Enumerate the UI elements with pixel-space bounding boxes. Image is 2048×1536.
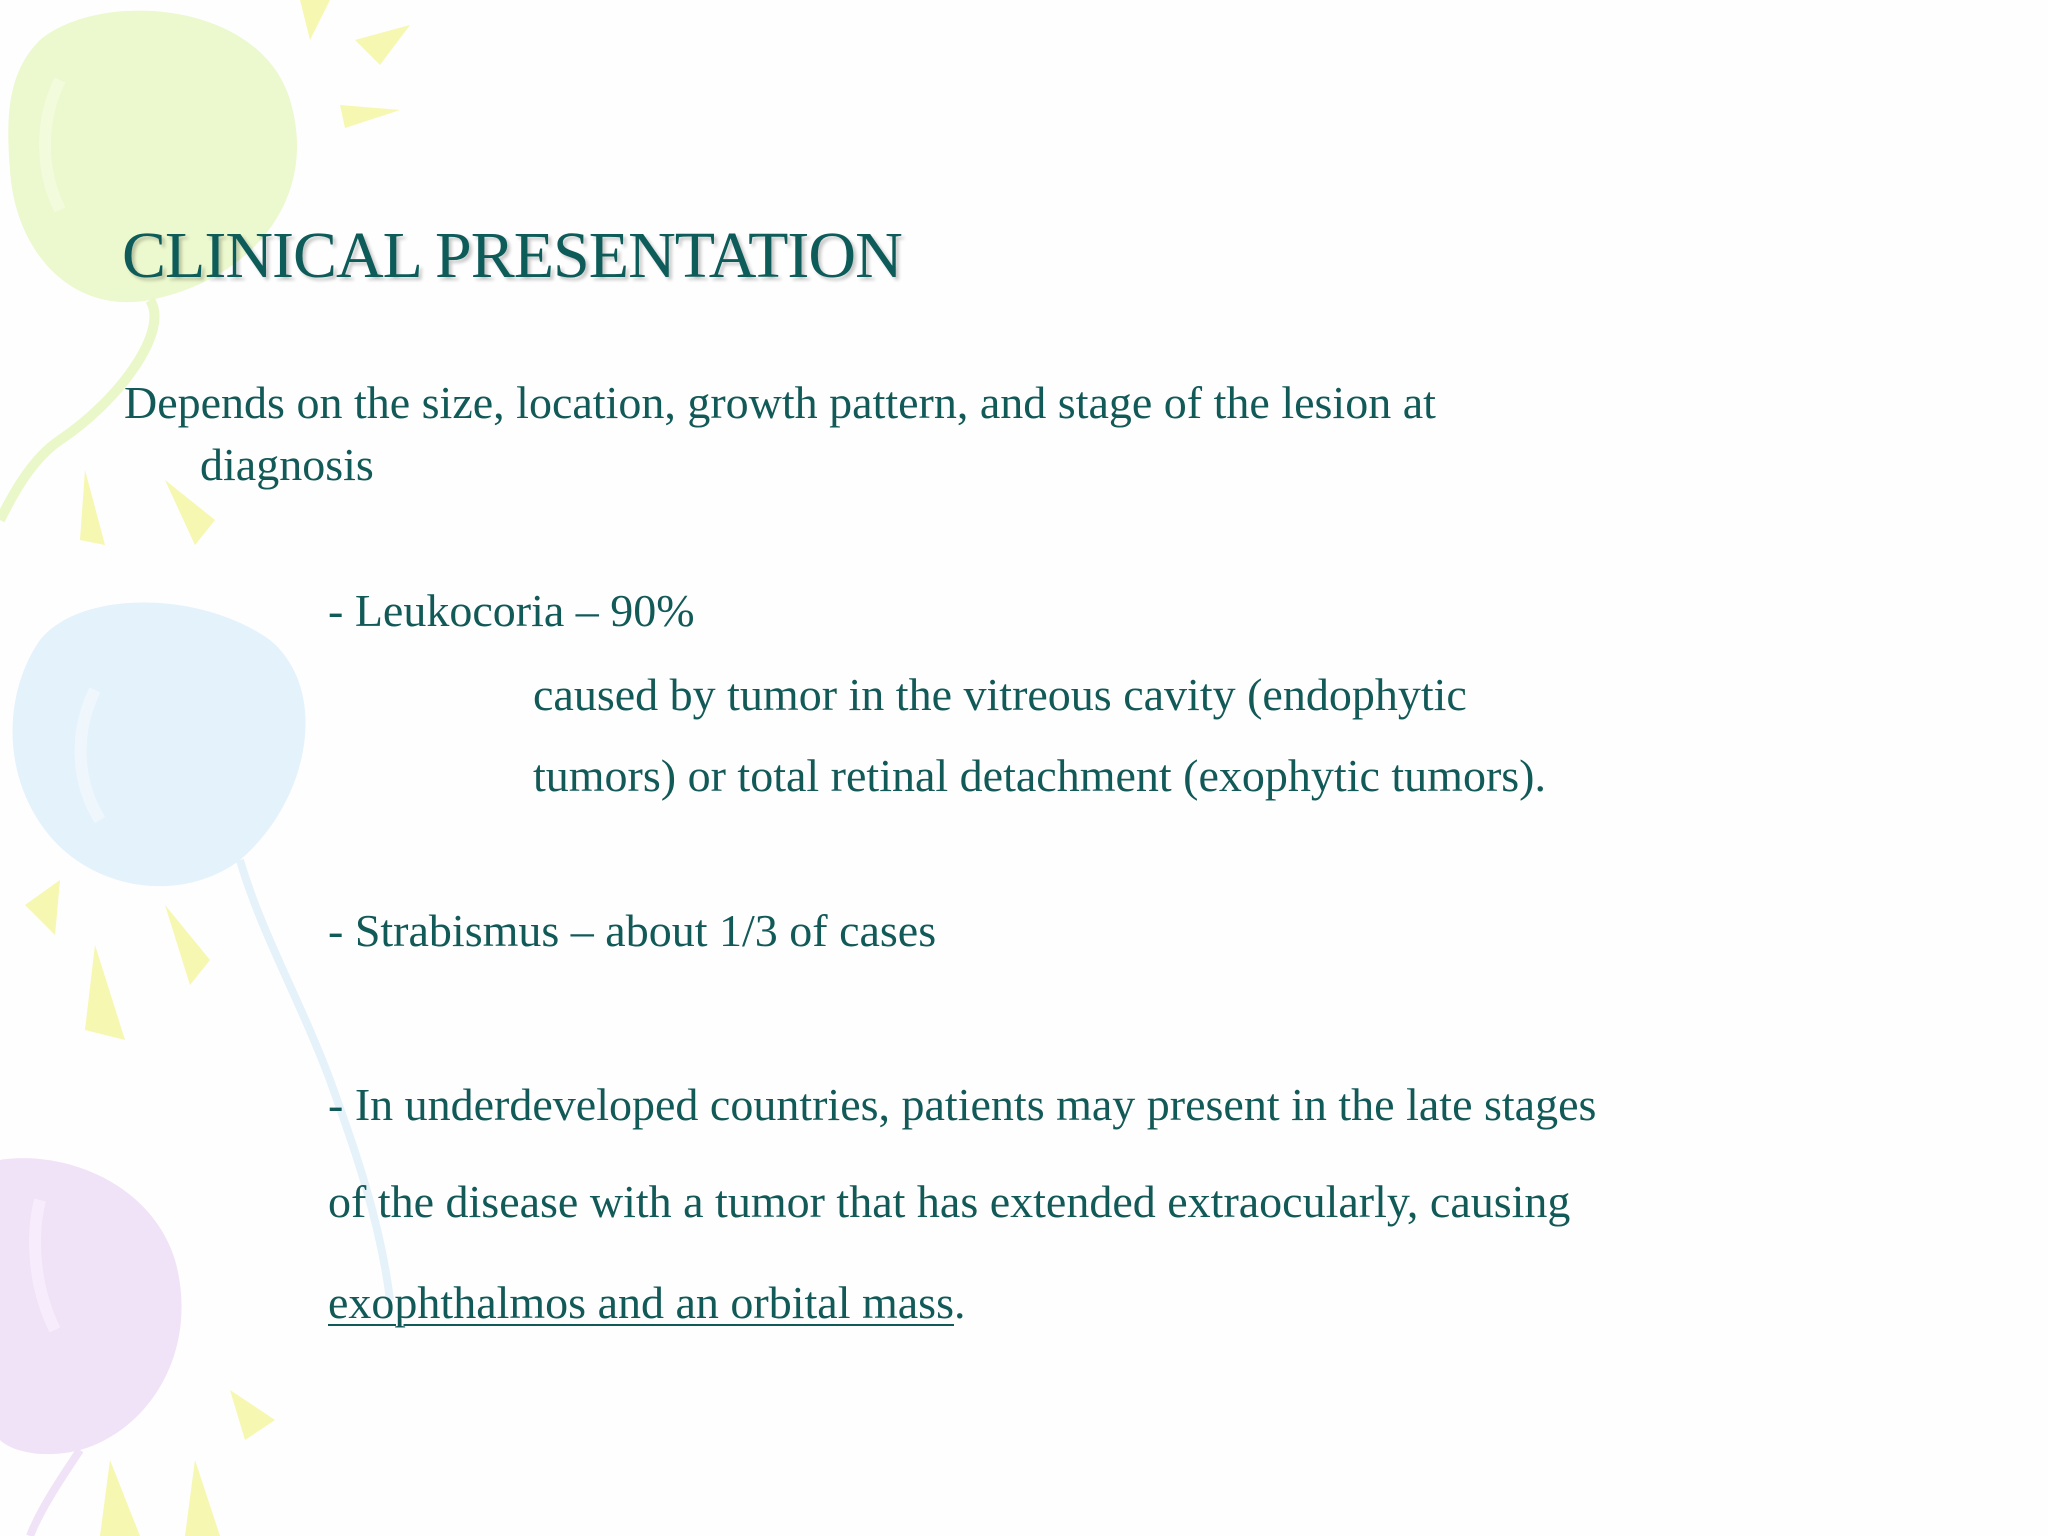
purple-balloon xyxy=(0,1158,182,1454)
sun-ray xyxy=(100,1460,140,1536)
sentence-end: . xyxy=(954,1277,966,1328)
leukocoria-detail-line-1: caused by tumor in the vitreous cavity (endophytic xyxy=(533,669,1467,720)
sun-ray xyxy=(355,25,410,65)
sun-ray xyxy=(80,470,105,545)
strabismus-bullet: - Strabismus – about 1/3 of cases xyxy=(328,905,937,956)
sun-ray xyxy=(300,0,330,40)
late-stage-line-2: of the disease with a tumor that has extended extraocularly, causing xyxy=(328,1176,1571,1227)
sun-ray xyxy=(25,880,60,935)
late-stage-line-3 xyxy=(328,1272,966,1334)
sun-ray xyxy=(340,105,400,128)
sun-ray xyxy=(165,905,210,985)
intro-text: Depends on the size, location, growth pattern, and stage of the lesion at xyxy=(124,377,1436,428)
sun-ray xyxy=(230,1390,275,1440)
underlined-phrase: exophthalmos and an orbital mass xyxy=(328,1277,954,1328)
blue-balloon xyxy=(13,603,306,887)
slide-title: CLINICAL PRESENTATION xyxy=(122,219,902,292)
intro-text-continued: diagnosis xyxy=(200,439,374,490)
sun-ray xyxy=(85,945,125,1040)
leukocoria-bullet: - Leukocoria – 90% xyxy=(328,585,695,636)
late-stage-line-1: - In underdeveloped countries, patients may present in the late stages xyxy=(328,1079,1597,1130)
leukocoria-detail-line-2: tumors) or total retinal detachment (exophytic tumors). xyxy=(533,750,1546,801)
sun-ray xyxy=(185,1460,220,1536)
